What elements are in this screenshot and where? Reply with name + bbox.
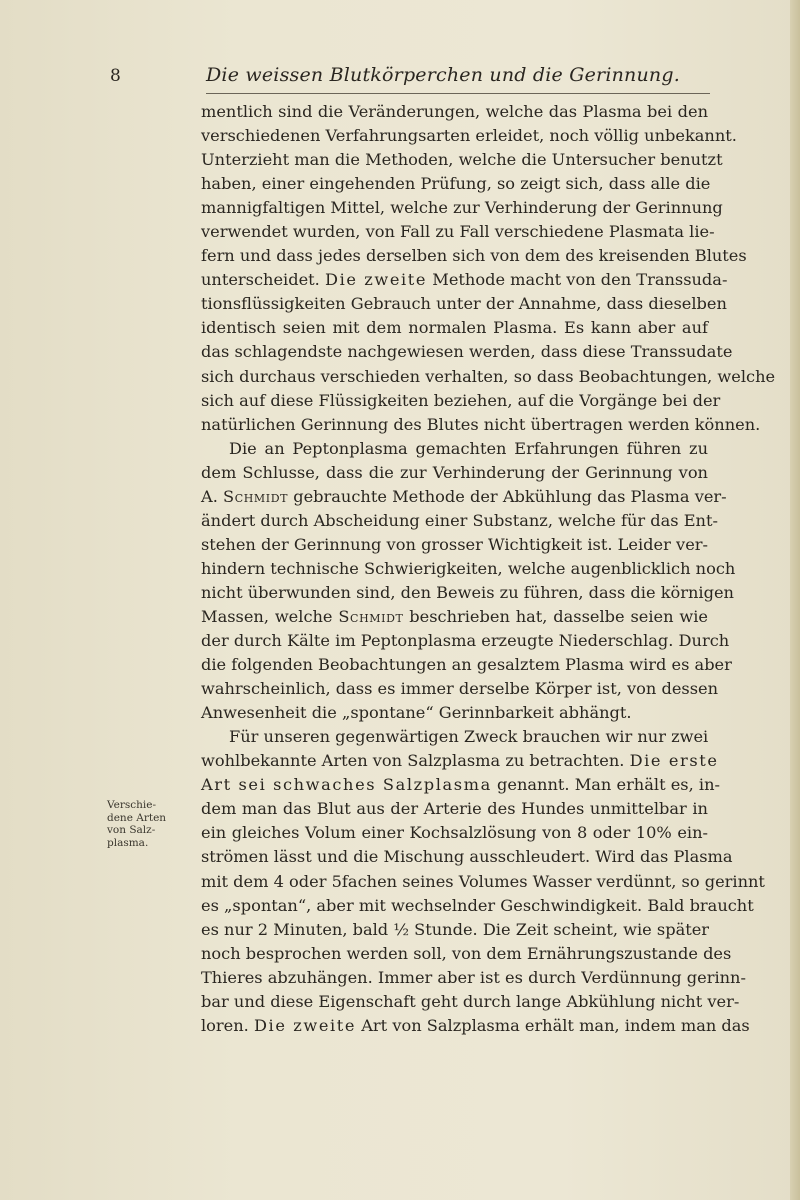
text-line: haben, einer eingehenden Prüfung, so zeigt sich, dass alle die [201, 174, 711, 194]
text-line: Thieres abzuhängen. Immer aber ist es durch Verdünnung gerinn- [201, 967, 746, 987]
text-line: ein gleiches Volum einer Kochsalzlösung von 8 oder 10% ein- [201, 823, 708, 843]
text-line: sich auf diese Flüssigkeiten beziehen, auf die Vorgänge bei der [201, 390, 721, 410]
text-line: wahrscheinlich, dass es immer derselbe Körper ist, von dessen [201, 679, 719, 699]
text-line: hindern technische Schwierigkeiten, welche augenblicklich noch [201, 558, 736, 578]
text-segment: Art von Salzplasma erhält man, indem man das [361, 1015, 750, 1035]
spaced-phrase: Die erste [629, 751, 719, 771]
page-number: 8 [110, 66, 121, 86]
text-line: bar und diese Eigenschaft geht durch lange Abkühlung nicht ver- [201, 991, 740, 1011]
text-line: nicht überwunden sind, den Beweis zu führen, dass die körnigen [201, 582, 734, 602]
text-line: Anwesenheit die „spontane“ Gerinnbarkeit abhängt. [201, 703, 632, 723]
spaced-phrase: Art sei schwaches Salzplasma [201, 775, 492, 795]
header-rule [206, 93, 710, 94]
text-line: mentlich sind die Veränderungen, welche das Plasma bei den [201, 102, 708, 121]
text-line: verwendet wurden, von Fall zu Fall verschiedene Plasmata lie- [201, 222, 715, 242]
text-line: sich durchaus verschieden verhalten, so dass Beobachtungen, welche [201, 366, 776, 386]
spaced-phrase: Die zweite [324, 270, 428, 290]
text-segment: unterscheidet. [201, 270, 320, 290]
text-line: tionsflüssigkeiten Gebrauch unter der Annahme, dass dieselben [201, 294, 727, 314]
text-line: dem Schlusse, dass die zur Verhinderung der Gerinnung von [201, 462, 708, 482]
text-line: mit dem 4 oder 5fachen seines Volumes Wasser verdünnt, so gerinnt [201, 871, 765, 891]
text-line: ändert durch Abscheidung einer Substanz, welche für das Ent- [201, 510, 718, 530]
text-segment: A. [201, 486, 218, 506]
text-segment: genannt. Man erhält es, in- [497, 775, 720, 795]
text-line [201, 605, 708, 629]
text-line: noch besprochen werden soll, von dem Ernährungszustande des [201, 943, 732, 963]
text-line [201, 268, 728, 292]
page-header [110, 66, 710, 94]
text-line: verschiedenen Verfahrungsarten erleidet, noch völlig unbekannt. [201, 126, 737, 146]
text-line [201, 773, 720, 797]
page-edge [790, 0, 800, 1200]
text-segment: Massen, welche [201, 606, 333, 626]
text-line: Unterzieht man die Methoden, welche die Untersucher benutzt [201, 150, 723, 170]
margin-note-line: plasma. [107, 836, 149, 849]
text-line: das schlagendste nachgewiesen werden, dass diese Transsudate [201, 342, 733, 362]
running-title: Die weissen Blutkörperchen und die Gerinnung. [206, 64, 680, 86]
text-segment: beschrieben hat, dasselbe seien wie [409, 606, 708, 626]
author-name: Schmidt [223, 486, 289, 506]
text-segment: gebrauchte Methode der Abkühlung das Plasma ver- [293, 486, 727, 506]
text-line: mannigfaltigen Mittel, welche zur Verhinderung der Gerinnung [201, 198, 723, 218]
margin-note [107, 799, 199, 849]
text-line [201, 485, 727, 509]
text-line: Die an Peptonplasma gemachten Erfahrungen führen zu [229, 438, 708, 458]
spaced-phrase: Die zweite [253, 1015, 357, 1035]
margin-note-line: dene Arten [107, 811, 167, 824]
text-line: natürlichen Gerinnung des Blutes nicht übertragen werden können. [201, 414, 761, 434]
text-line: Für unseren gegenwärtigen Zweck brauchen wir nur zwei [229, 727, 709, 747]
text-segment: wohlbekannte Arten von Salzplasma zu betrachten. [201, 751, 625, 771]
text-line: es nur 2 Minuten, bald ½ Stunde. Die Zeit scheint, wie später [201, 919, 710, 939]
text-segment: loren. [201, 1015, 249, 1035]
text-segment: Methode macht von den Transsuda- [432, 270, 728, 290]
text-line [201, 749, 719, 773]
author-name: Schmidt [338, 606, 404, 626]
text-line: stehen der Gerinnung von grosser Wichtigkeit ist. Leider ver- [201, 534, 708, 554]
text-line: dem man das Blut aus der Arterie des Hundes unmittelbar in [201, 799, 708, 819]
text-line: die folgenden Beobachtungen an gesalztem Plasma wird es aber [201, 655, 732, 675]
body-text [201, 100, 776, 1038]
margin-note-line: von Salz- [107, 824, 156, 837]
text-line [201, 1014, 750, 1038]
text-line: der durch Kälte im Peptonplasma erzeugte Niederschlag. Durch [201, 631, 730, 651]
text-line: strömen lässt und die Mischung ausschleudert. Wird das Plasma [201, 847, 733, 867]
margin-note-line: Verschie- [107, 799, 157, 811]
text-line: identisch seien mit dem normalen Plasma. Es kann aber auf [201, 318, 708, 338]
text-line: fern und dass jedes derselben sich von dem des kreisenden Blutes [201, 246, 747, 266]
text-line: es „spontan“, aber mit wechselnder Geschwindigkeit. Bald braucht [201, 895, 754, 915]
